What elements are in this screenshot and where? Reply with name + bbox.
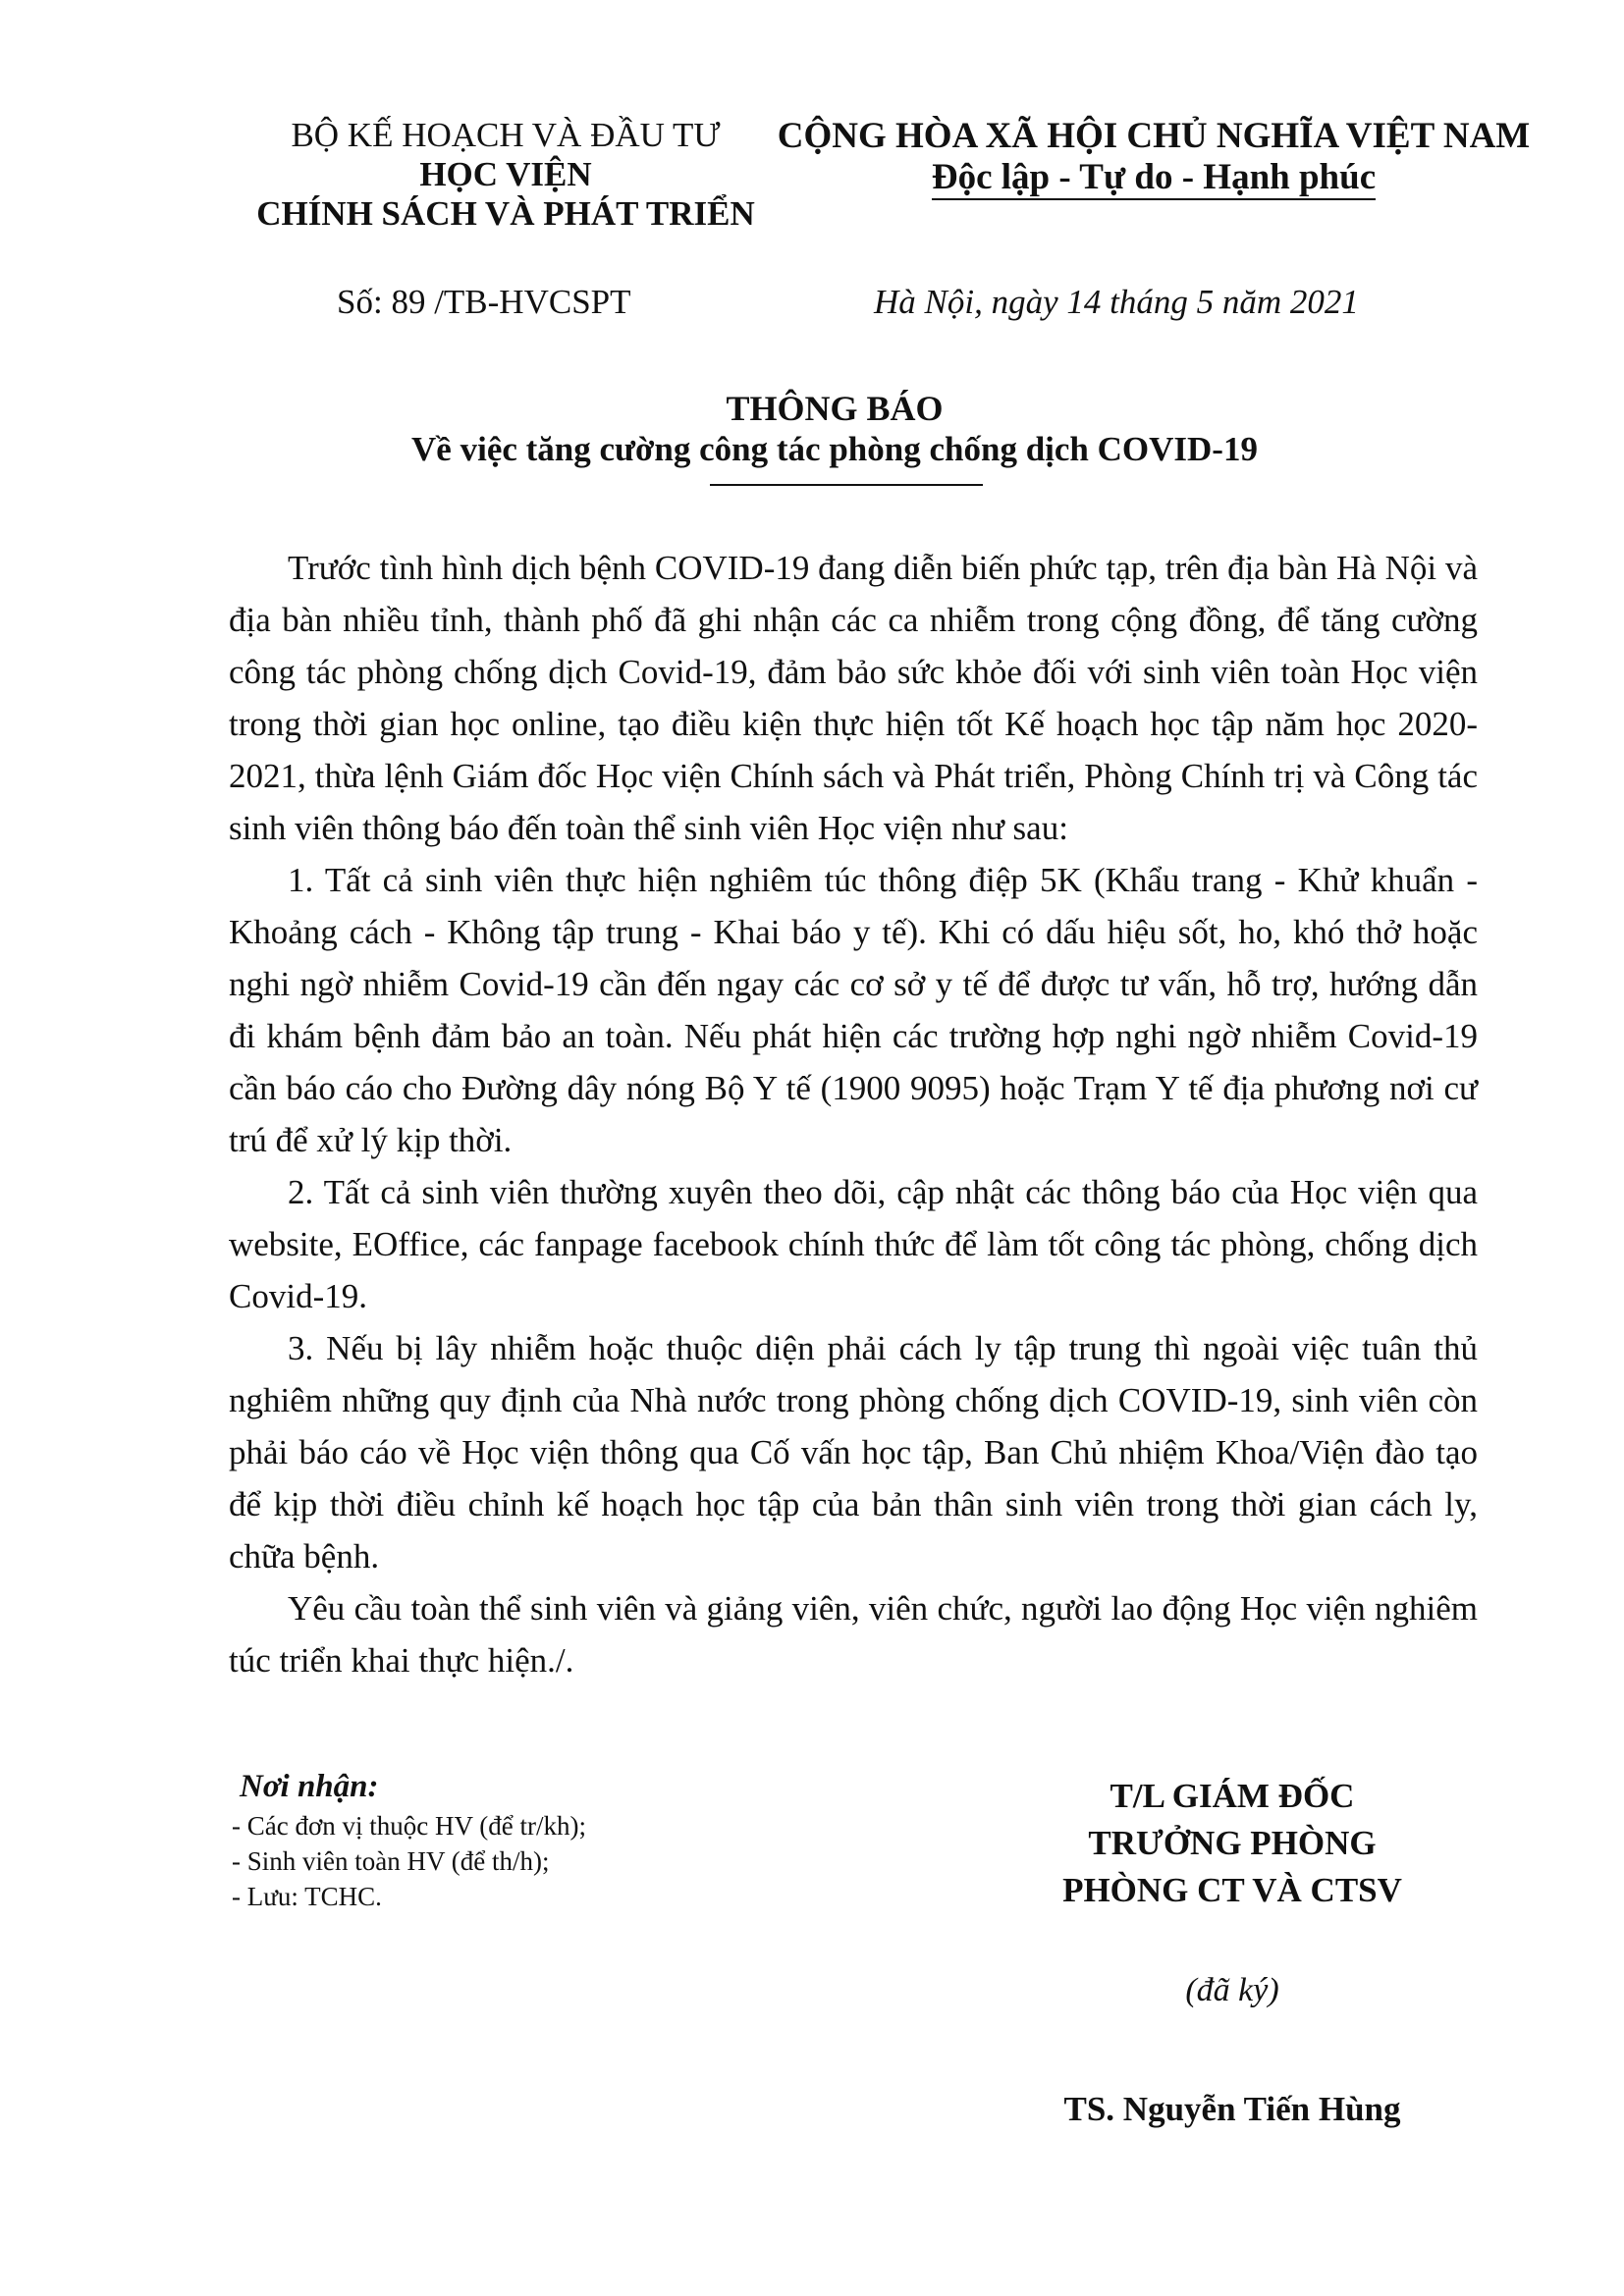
document-title-block	[295, 388, 1375, 470]
signature-authority: T/L GIÁM ĐỐC	[1110, 1777, 1355, 1815]
issuing-agency-header	[221, 116, 790, 234]
document-title: THÔNG BÁO	[726, 389, 944, 428]
body-item-1: 1. Tất cả sinh viên thực hiện nghiêm túc thông điệp 5K (Khẩu trang - Khử khuẩn - Khoảng cách - Không tập trung - Khai báo y tế). Khi có dấu hiệu sốt, ho, khó thở hoặc nghi ngờ nhiễm Covid-19 cần đến ngay các cơ sở y tế để được tư vấn, hỗ trợ, hướng dẫn đi khám bệnh đảm bảo an toàn. Nếu phát hiện các trường hợp nghi ngờ nhiễm Covid-19 cần báo cáo cho Đường dây nóng Bộ Y tế (1900 9095) hoặc Trạm Y tế địa phương nơi cư trú để xử lý kịp thời.	[229, 861, 1478, 1159]
ministry-name: BỘ KẾ HOẠCH VÀ ĐẦU TƯ	[291, 116, 721, 154]
recipients-label: Nơi nhận:	[240, 1769, 379, 1804]
document-body	[229, 542, 1478, 1686]
recipient-item: - Lưu: TCHC.	[232, 1882, 382, 1911]
signer-name: TS. Nguyễn Tiến Hùng	[1063, 2090, 1401, 2128]
institute-name-line2: CHÍNH SÁCH VÀ PHÁT TRIỂN	[256, 194, 755, 233]
signature-department: PHÒNG CT VÀ CTSV	[1062, 1871, 1402, 1909]
document-date: Hà Nội, ngày 14 tháng 5 năm 2021	[874, 283, 1359, 321]
body-intro: Trước tình hình dịch bệnh COVID-19 đang diễn biến phức tạp, trên địa bàn Hà Nội và địa bàn nhiều tỉnh, thành phố đã ghi nhận các ca nhiễm trong cộng đồng, để tăng cường công tác phòng chống dịch Covid-19, đảm bảo sức khỏe đối với sinh viên toàn Học viện trong thời gian học online, tạo điều kiện thực hiện tốt Kế hoạch học tập năm học 2020-2021, thừa lệnh Giám đốc Học viện Chính sách và Phát triển, Phòng Chính trị và Công tác sinh viên thông báo đến toàn thể sinh viên Học viện như sau:	[229, 549, 1478, 847]
recipients-list	[232, 1808, 782, 1914]
signature-position: TRƯỞNG PHÒNG	[1088, 1824, 1377, 1862]
body-item-3: 3. Nếu bị lây nhiễm hoặc thuộc diện phải cách ly tập trung thì ngoài việc tuân thủ nghiêm những quy định của Nhà nước trong phòng chống dịch COVID-19, sinh viên còn phải báo cáo về Học viện thông qua Cố vấn học tập, Ban Chủ nhiệm Khoa/Viện đào tạo để kịp thời điều chỉnh kế hoạch học tập của bản thân sinh viên trong thời gian cách ly, chữa bệnh.	[229, 1329, 1478, 1575]
body-item-2: 2. Tất cả sinh viên thường xuyên theo dõi, cập nhật các thông báo của Học viện qua website, EOffice, các fanpage facebook chính thức để làm tốt công tác phòng, chống dịch Covid-19.	[229, 1173, 1478, 1315]
country-name: CỘNG HÒA XÃ HỘI CHỦ NGHĨA VIỆT NAM	[777, 116, 1531, 156]
body-closing: Yêu cầu toàn thể sinh viên và giảng viên, viên chức, người lao động Học viện nghiêm túc triển khai thực hiện./.	[229, 1589, 1478, 1680]
title-divider	[710, 484, 983, 486]
national-header	[776, 116, 1532, 200]
signature-block	[1001, 1773, 1463, 1914]
document-number: Số: 89 /TB-HVCSPT	[337, 283, 631, 321]
recipients-block	[232, 1767, 782, 1914]
signed-note: (đã ký)	[1185, 1972, 1279, 2008]
document-subtitle: Về việc tăng cường công tác phòng chống dịch COVID-19	[411, 430, 1258, 468]
recipient-item: - Các đơn vị thuộc HV (để tr/kh);	[232, 1811, 586, 1841]
institute-name-line1: HỌC VIỆN	[419, 155, 592, 193]
recipient-item: - Sinh viên toàn HV (để th/h);	[232, 1846, 550, 1876]
national-motto: Độc lập - Tự do - Hạnh phúc	[932, 157, 1376, 200]
